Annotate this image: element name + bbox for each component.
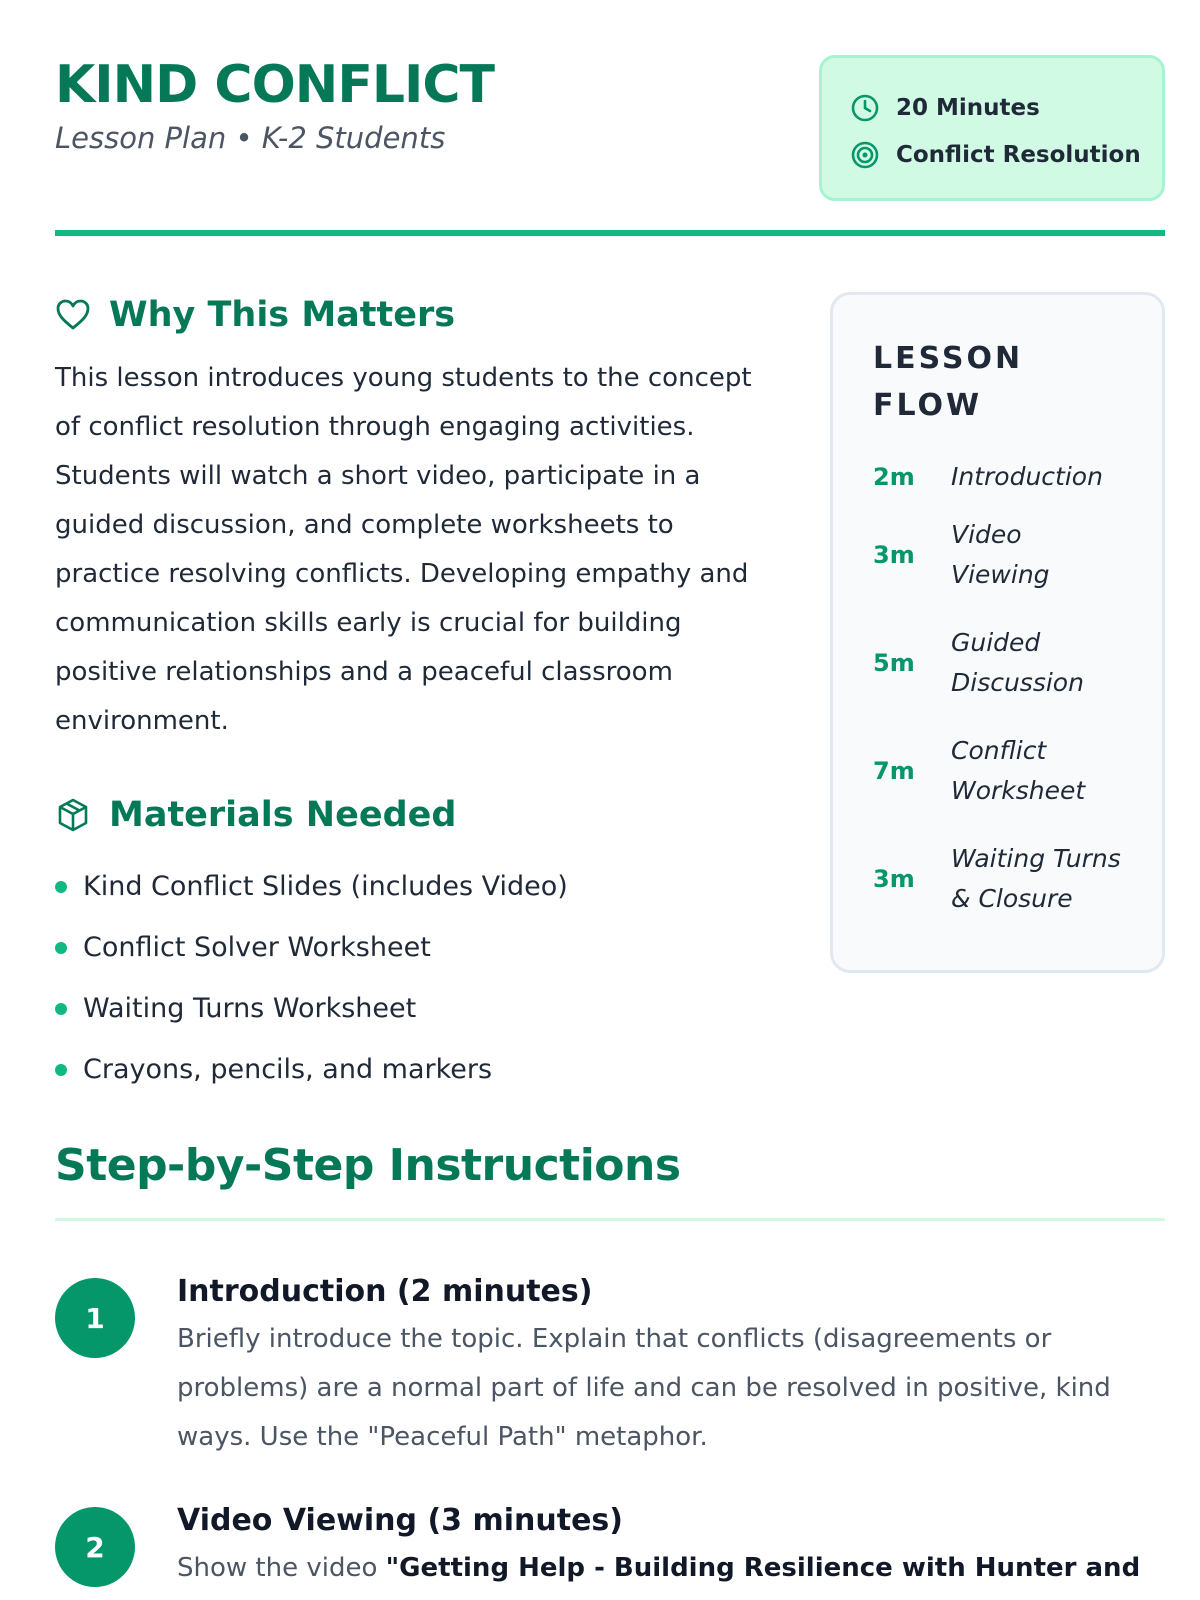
why-heading [55, 290, 775, 340]
step-number-badge: 1 [55, 1278, 135, 1358]
materials-heading [55, 790, 775, 840]
duration-label: 20 Minutes [896, 94, 1040, 121]
main-column [55, 290, 775, 1100]
flow-label: Video Viewing [951, 520, 1050, 589]
why-paragraph: This lesson introduces young students to the concept of conflict resolution through engaging activities. Students will watch a short video, participate in a guided discussion, and complete worksheets to practice resolving conflicts. Developing empathy and communication skills early is crucial for building positive relationships and a peaceful classroom environment. [55, 363, 752, 736]
page-subtitle: Lesson Plan • K-2 Students [55, 121, 446, 155]
flow-label: Conflict Worksheet [951, 736, 1086, 805]
step-body: Briefly introduce the topic. Explain that conflicts (disagreements or problems) are a normal part of life and can be resolved in positive, kind ways. Use the "Peaceful Path" metaphor. [177, 1324, 1111, 1452]
lesson-meta-box [819, 55, 1165, 201]
flow-label: Waiting Turns & Closure [951, 844, 1121, 913]
step-title: Introduction (2 minutes) [177, 1274, 593, 1309]
flow-time: 3m [873, 541, 915, 569]
flow-item [873, 609, 1132, 717]
clock-icon [850, 93, 880, 123]
step-item [55, 1271, 1165, 1462]
why-heading-label: Why This Matters [109, 295, 456, 335]
material-label: Conflict Solver Worksheet [83, 932, 431, 963]
flow-label: Guided Discussion [951, 628, 1084, 697]
box-icon [55, 797, 91, 833]
flow-label: Introduction [951, 462, 1103, 491]
flow-time: 2m [873, 463, 915, 491]
list-item [55, 1039, 775, 1100]
flow-item [873, 717, 1132, 825]
bullet-dot-icon [55, 942, 67, 954]
target-icon [850, 140, 880, 170]
flow-item [873, 825, 1132, 933]
materials-list [55, 856, 775, 1100]
topic-label: Conflict Resolution [896, 141, 1141, 168]
lesson-flow-list [873, 453, 1132, 933]
list-item [55, 856, 775, 917]
list-item [55, 917, 775, 978]
lesson-flow-card [830, 292, 1165, 973]
page-title: KIND CONFLICT [55, 55, 494, 115]
step-body-text: Show the video [177, 1553, 386, 1583]
list-item [55, 978, 775, 1039]
step-body [177, 1544, 1165, 1593]
instructions-section [55, 1140, 1165, 1593]
topic-row [850, 131, 1162, 178]
lesson-header [55, 55, 1165, 235]
video-title: "Getting Help - Building Resilience with Hunter and [385, 1553, 1141, 1583]
heart-icon [55, 297, 91, 333]
flow-item [873, 501, 1132, 609]
bullet-dot-icon [55, 881, 67, 893]
instructions-divider [55, 1218, 1165, 1221]
step-number-badge: 2 [55, 1507, 135, 1587]
material-label: Crayons, pencils, and markers [83, 1054, 493, 1085]
bullet-dot-icon [55, 1003, 67, 1015]
material-label: Waiting Turns Worksheet [83, 993, 417, 1024]
material-label: Kind Conflict Slides (includes Video) [83, 871, 568, 902]
step-item [55, 1500, 1165, 1593]
materials-heading-label: Materials Needed [109, 795, 457, 835]
instructions-heading: Step-by-Step Instructions [55, 1140, 681, 1191]
bullet-dot-icon [55, 1064, 67, 1076]
header-divider [55, 230, 1165, 236]
flow-time: 7m [873, 757, 915, 785]
lesson-flow-title: LESSON FLOW [873, 341, 1024, 423]
flow-time: 5m [873, 649, 915, 677]
duration-row [850, 84, 1162, 131]
step-title: Video Viewing (3 minutes) [177, 1503, 623, 1538]
flow-time: 3m [873, 865, 915, 893]
flow-item [873, 453, 1132, 501]
